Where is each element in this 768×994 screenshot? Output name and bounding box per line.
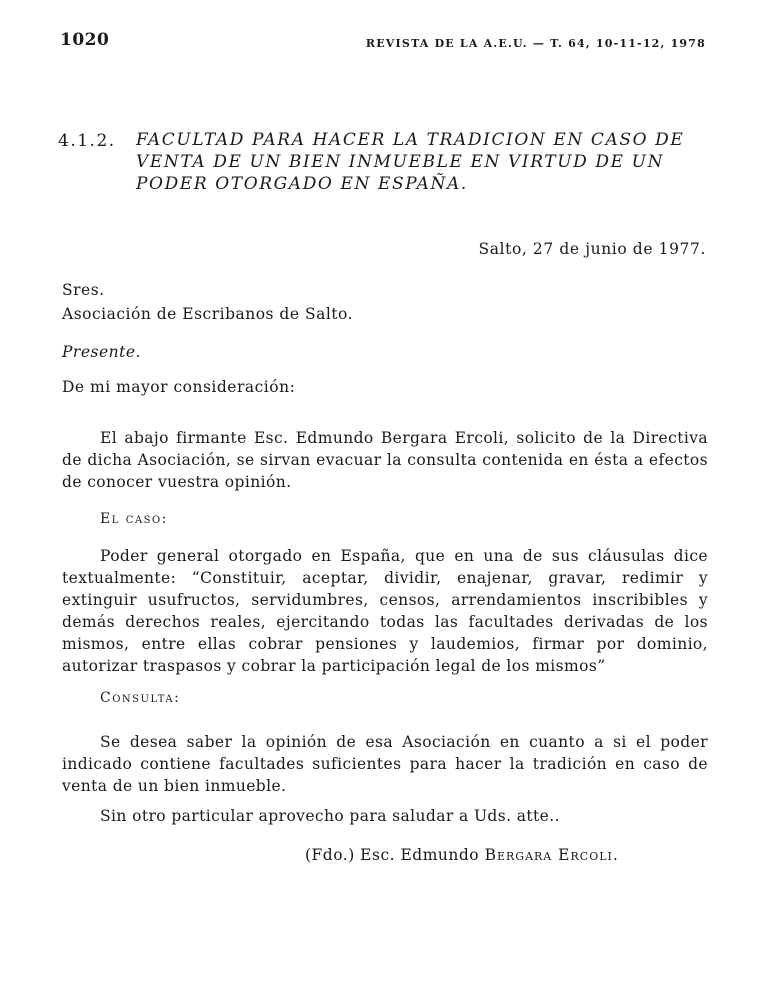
letter-date: Salto, 27 de junio de 1977. xyxy=(478,240,706,258)
section-number: 4.1.2. xyxy=(58,131,116,151)
section-title: FACULTAD PARA HACER LA TRADICION EN CASO DE VENTA DE UN BIEN INMUEBLE EN VIRTUD DE UN PODER OTORGADO EN ESPAÑA. xyxy=(136,130,685,194)
signature-prefix: (Fdo.) Esc. Edmundo xyxy=(305,846,480,864)
recipient-salutation: Sres. xyxy=(62,281,105,299)
page-number: 1020 xyxy=(60,30,110,50)
running-head: REVISTA DE LA A.E.U. — T. 64, 10-11-12, 1978 xyxy=(365,37,706,50)
caso-paragraph: Poder general otorgado en España, que en una de sus cláusulas dice textualmente: “Constituir, aceptar, dividir, enajenar, gravar, redimir y extinguir usufructos, servidumbres, censos, arrendamientos inscribibles y demás derechos reales, ejercitando todas las facultades derivadas de los mismos, entre ellas cobrar pensiones y laudemios, firmar por dominio, autorizar traspasos y cobrar la participación legal de los mismos” xyxy=(62,547,708,675)
signature-surname: Bergara Ercoli. xyxy=(484,846,619,864)
consulta-heading: Consulta: xyxy=(100,690,181,706)
caso-heading: El caso: xyxy=(100,511,168,527)
closing-paragraph: Sin otro particular aprovecho para saludar a Uds. atte.. xyxy=(100,807,560,825)
presente-line: Presente. xyxy=(62,343,141,361)
intro-paragraph: El abajo firmante Esc. Edmundo Bergara Ercoli, solicito de la Directiva de dicha Asociación, se sirvan evacuar la consulta contenida en ésta a efectos de conocer vuestra opinión. xyxy=(62,429,708,491)
recipient-organization: Asociación de Escribanos de Salto. xyxy=(62,305,353,323)
greeting-line: De mi mayor consideración: xyxy=(62,378,296,396)
consulta-paragraph: Se desea saber la opinión de esa Asociación en cuanto a si el poder indicado contiene facultades suficientes para hacer la tradición en caso de venta de un bien inmueble. xyxy=(62,733,708,795)
signature-line xyxy=(305,846,619,864)
